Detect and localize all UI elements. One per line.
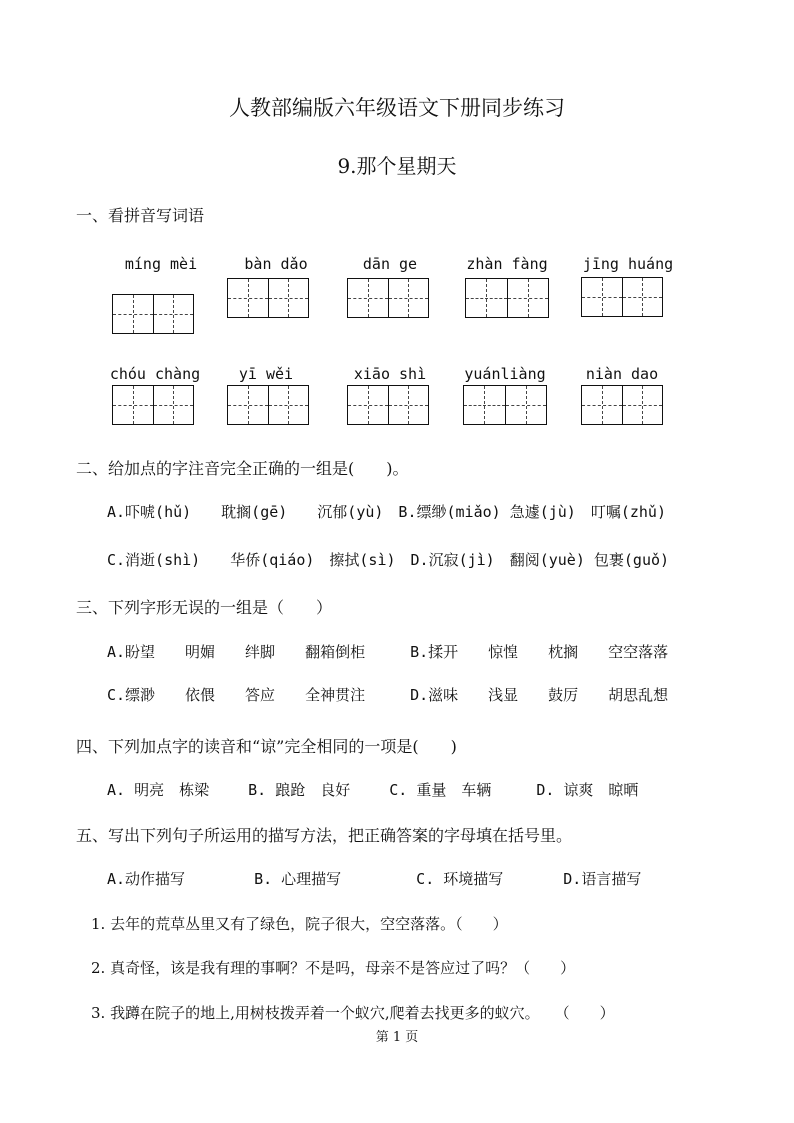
question-item: 1. 去年的荒草丛里又有了绿色，院子很大，空空落落。（ ）: [91, 915, 508, 933]
writing-grid[interactable]: [112, 385, 194, 425]
question-item: 3. 我蹲在院子的地上,用树枝拨弄着一个蚁穴,爬着去找更多的蚁穴。 （ ）: [91, 1004, 615, 1022]
writing-grid[interactable]: [112, 294, 194, 334]
pinyin-label: zhàn fàng: [466, 255, 548, 273]
option-line: A.吓唬(hǔ) 耽搁(gē) 沉郁(yù) B.缥缈(miǎo) 急遽(jù) 叮嘱(zhǔ): [107, 503, 666, 521]
section-5-heading: 五、写出下列句子所运用的描写方法，把正确答案的字母填在括号里。: [76, 826, 573, 845]
writing-grid[interactable]: [581, 385, 663, 425]
pinyin-label: míng mèi: [124, 255, 198, 273]
pinyin-label: yuánliàng: [464, 365, 546, 383]
pinyin-label: dān ge: [362, 255, 418, 273]
page-number: 第 1 页: [375, 1030, 419, 1045]
option-line: C.消逝(shì) 华侨(qiáo) 擦拭(sì) D.沉寂(jì) 翻阅(yuè) 包裹(guǒ): [107, 551, 670, 569]
section-3-heading: 三、下列字形无误的一组是（ ）: [76, 598, 333, 617]
section-1-heading: 一、看拼音写词语: [76, 206, 205, 225]
pinyin-label: xiāo shì: [353, 365, 427, 383]
pinyin-label: chóu chàng: [109, 365, 201, 383]
pinyin-label: yī wěi: [238, 365, 294, 383]
writing-grid[interactable]: [463, 385, 547, 425]
writing-grid[interactable]: [465, 278, 549, 318]
pinyin-label: niàn dao: [585, 365, 659, 383]
option-line: A. 明亮 栋梁 B. 踉跄 良好 C. 重量 车辆 D. 谅爽 晾晒: [107, 781, 639, 799]
writing-grid[interactable]: [227, 278, 309, 318]
page-title: 人教部编版六年级语文下册同步练习: [229, 96, 565, 120]
option-line: C.缥渺 依偎 答应 全神贯注 D.滋味 浅显 鼓厉 胡思乱想: [107, 686, 669, 704]
option-line: A.动作描写 B. 心理描写 C. 环境描写 D.语言描写: [107, 870, 642, 888]
pinyin-label: jīng huáng: [582, 255, 674, 273]
section-4-heading: 四、下列加点字的读音和“谅”完全相同的一项是( ): [76, 737, 457, 756]
option-line: A.盼望 明媚 绊脚 翻箱倒柜 B.揉开 惊惶 枕搁 空空落落: [107, 643, 669, 661]
section-2-heading: 二、给加点的字注音完全正确的一组是( )。: [76, 459, 409, 478]
writing-grid[interactable]: [581, 277, 663, 317]
writing-grid[interactable]: [347, 278, 429, 318]
pinyin-label: bàn dǎo: [244, 255, 308, 273]
question-item: 2. 真奇怪，该是我有理的事啊？不是吗，母亲不是答应过了吗？（ ）: [91, 959, 576, 977]
writing-grid[interactable]: [347, 385, 429, 425]
lesson-title: 9.那个星期天: [337, 154, 457, 178]
writing-grid[interactable]: [227, 385, 309, 425]
